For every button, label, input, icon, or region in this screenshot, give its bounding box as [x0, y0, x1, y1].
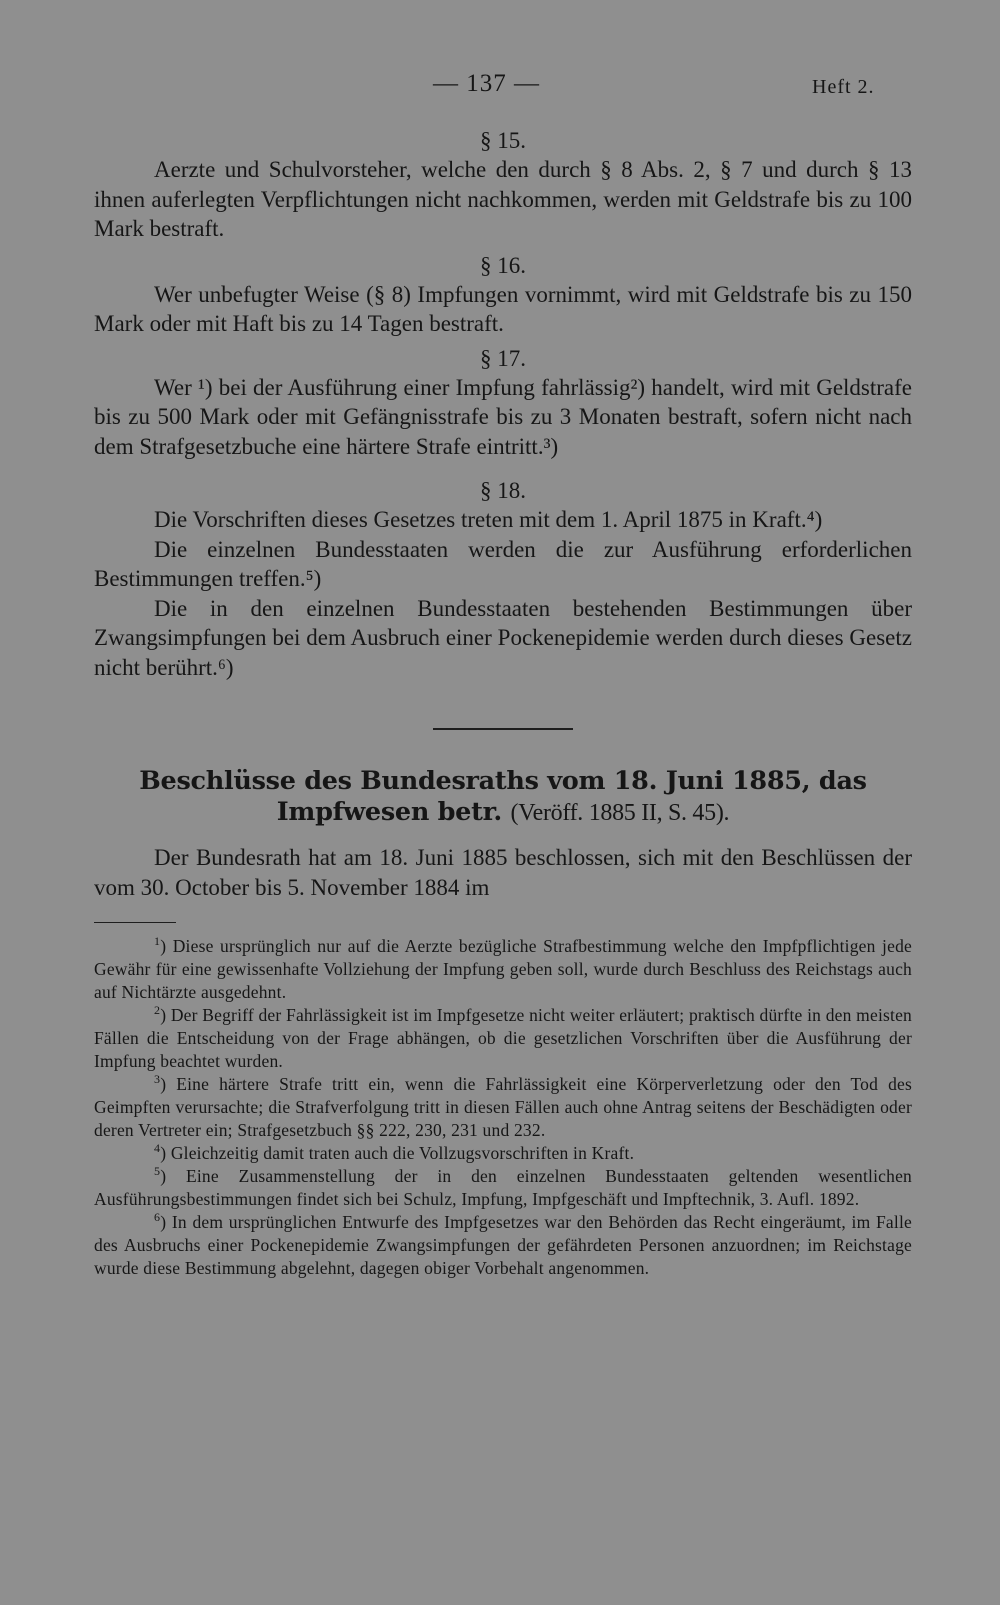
footnote-text: Eine Zusammenstellung der in den einzelnen Bundesstaaten geltenden wesentlichen Ausführungsbestimmungen findet sich bei Schulz, Impfung, Impfgeschäft und Impftechnik, 3. Aufl. 1892.: [94, 1166, 912, 1209]
section-16: [94, 252, 912, 339]
footnote: $^5$) Eine Zusammenstellung der in den einzelnen Bundesstaaten geltenden wesentlichen Ausführungsbestimmungen findet sich bei Schulz, Impfung, Impfgeschäft und Impftechnik, 3. Aufl. 1892.: [94, 1164, 912, 1209]
footnote-mark: 2: [154, 1003, 161, 1018]
footnotes: [94, 935, 912, 1280]
footnote-mark: 6: [154, 1210, 161, 1225]
footnote: $^3$) Eine härtere Strafe tritt ein, wenn die Fahrlässigkeit eine Körperverletzung oder den Tod des Geimpften verursachte; die Strafverfolgung tritt in diesen Fällen auch ohne Antrag seitens der Beschädigten oder deren Vertreter ein; Strafgesetzbuch §§ 222, 230, 231 und 232.: [94, 1072, 913, 1140]
footnote-text: Gleichzeitig damit traten auch die Vollzugsvorschriften in Kraft.: [170, 1143, 635, 1163]
section-15: [94, 127, 912, 244]
paragraph: Die in den einzelnen Bundesstaaten bestehenden Bestimmungen über Zwangsimpfungen bei dem Ausbruch einer Pockenepidemie werden durch dieses Gesetz nicht berührt.⁶): [94, 595, 912, 680]
section-17: [94, 345, 912, 462]
section-mark: § 17.: [480, 345, 526, 371]
footnote-text: In dem ursprünglichen Entwurfe des Impfgesetzes war den Behörden das Recht eingeräumt, im Falle des Ausbruchs einer Pockenepidemie Zwangsimpfungen der gefährdeten Personen anzuordnen; im Reichstage wurde diese Bestimmung abgelehnt, dagegen obiger Vorbehalt angenommen.: [94, 1212, 912, 1278]
section-divider: [433, 728, 573, 730]
footnote-text: Eine härtere Strafe tritt ein, wenn die Fahrlässigkeit eine Körperverletzung oder den Tod des Geimpften verursachte; die Strafverfolgung tritt in diesen Fällen auch ohne Antrag seitens der Beschädigten oder deren Vertreter ein; Strafgesetzbuch §§ 222, 230, 231 und 232.: [94, 1074, 913, 1140]
footnote: $^6$) In dem ursprünglichen Entwurfe des Impfgesetzes war den Behörden das Recht eingeräumt, im Falle des Ausbruchs einer Pockenepidemie Zwangsimpfungen der gefährdeten Personen anzuordnen; im Reichstage wurde diese Bestimmung abgelehnt, dagegen obiger Vorbehalt angenommen.: [94, 1210, 912, 1278]
footnote: $^2$) Der Begriff der Fahrlässigkeit ist im Impfgesetze nicht weiter erläutert; praktisch dürfte in den meisten Fällen die Entscheidung von der Frage abhängen, ob die gesetzlichen Vorschriften über die Ausführung der Impfung beachtet wurden.: [94, 1003, 912, 1071]
page-header: [0, 70, 1000, 102]
footnote-text: Diese ursprünglich nur auf die Aerzte bezügliche Strafbestimmung welche den Impfpflichtigen jede Gewähr für eine gewissenhafte Vollziehung der Impfung geben soll, wurde durch Beschluss des Reichstags auch auf Nichtärzte ausgedehnt.: [94, 936, 912, 1002]
resolution-title: [94, 766, 912, 829]
paragraph: Wer ¹) bei der Ausführung einer Impfung fahrlässig²) handelt, wird mit Geldstrafe bis zu 500 Mark oder mit Gefängnisstrafe bis zu 3 Monaten bestraft, sofern nicht nach dem Strafgesetzbuche eine härtere Strafe eintritt.³): [94, 374, 912, 459]
section-mark: § 15.: [480, 128, 526, 153]
footnote-mark: 4: [154, 1141, 161, 1156]
footnote-mark: 5: [154, 1164, 161, 1179]
resolution-heading: Beschlüsse des Bundesraths vom 18. Juni 1885, das Impfwesen betr.: [139, 766, 867, 827]
issue-label: Heft 2.: [812, 76, 875, 98]
section-mark: § 18.: [480, 478, 526, 503]
footnote: $^4$) Gleichzeitig damit traten auch die Vollzugsvorschriften in Kraft.: [154, 1141, 635, 1163]
footnote: $^1$) Diese ursprünglich nur auf die Aerzte bezügliche Strafbestimmung welche den Impfpflichtigen jede Gewähr für eine gewissenhafte Vollziehung der Impfung geben soll, wurde durch Beschluss des Reichstags auch auf Nichtärzte ausgedehnt.: [94, 934, 912, 1002]
footnote-mark: 1: [154, 934, 161, 949]
section-mark: § 16.: [480, 252, 526, 278]
paragraph: Die Vorschriften dieses Gesetzes treten mit dem 1. April 1875 in Kraft.⁴): [154, 507, 823, 532]
paragraph: Aerzte und Schulvorsteher, welche den durch § 8 Abs. 2, § 7 und durch § 13 ihnen auferlegten Verpflichtungen nicht nachkommen, werden mit Geldstrafe bis zu 100 Mark bestraft.: [94, 157, 912, 241]
footnote-divider: [94, 922, 176, 923]
resolution-reference: (Veröff. 1885 II, S. 45).: [510, 800, 730, 826]
page-body: [94, 127, 912, 1280]
paragraph: Wer unbefugter Weise (§ 8) Impfungen vornimmt, wird mit Geldstrafe bis zu 150 Mark oder mit Haft bis zu 14 Tagen bestraft.: [94, 281, 912, 336]
resolution-text: Der Bundesrath hat am 18. Juni 1885 beschlossen, sich mit den Beschlüssen der vom 30. October bis 5. November 1884 im: [94, 845, 912, 900]
footnote-text: Der Begriff der Fahrlässigkeit ist im Impfgesetze nicht weiter erläutert; praktisch dürfte in den meisten Fällen die Entscheidung von der Frage abhängen, ob die gesetzlichen Vorschriften über die Ausführung der Impfung beachtet wurden.: [94, 1005, 912, 1071]
footnote-mark: 3: [154, 1072, 161, 1087]
page-number: — 137 —: [433, 70, 540, 97]
section-18: [94, 477, 912, 682]
paragraph: Die einzelnen Bundesstaaten werden die zur Ausführung erforderlichen Bestimmungen treffen.⁵): [94, 536, 912, 591]
